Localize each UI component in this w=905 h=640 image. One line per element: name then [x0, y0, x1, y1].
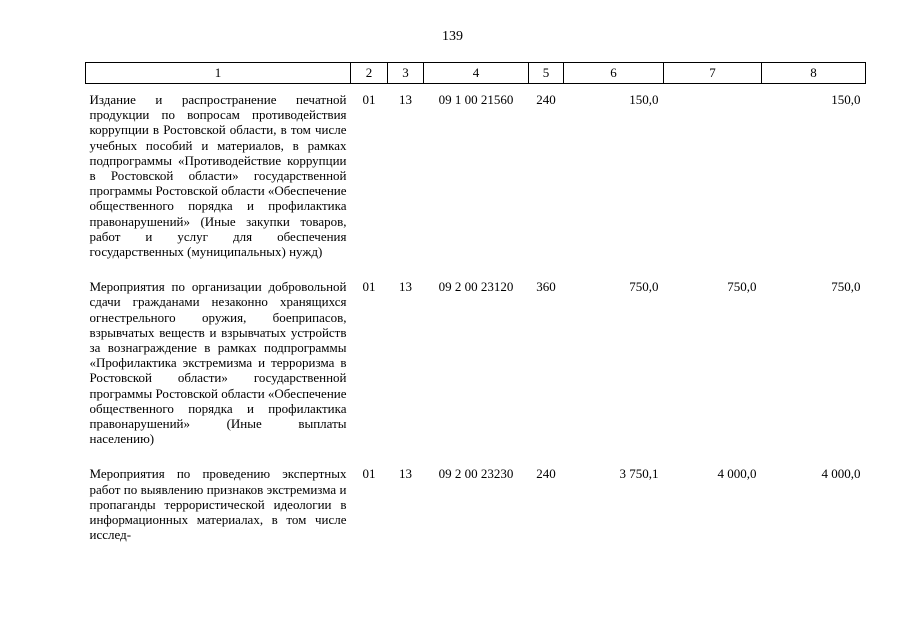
row-col-5: 360 [536, 279, 556, 295]
table-row [86, 271, 866, 458]
row-col-3: 13 [399, 92, 412, 107]
row-description: Мероприятия по организации добровольной сдачи гражданами незаконно хранящихся огнестрельного оружия, боеприпасов, взрывчатых веществ и взрывчатых устройств за вознаграждение в рамках подпрограммы «Профилактика экстремизма и терроризма в Ростовской области» государственной программы Ростовской области «Обеспечение общественного порядка и профилактика правонарушений» (Иные выплаты населению) [89, 279, 347, 447]
row-description: Издание и распространение печатной продукции по вопросам противодействия коррупции в Ростовской области, в том числе учебных пособий и материалов, в рамках подпрограммы «Противодействие коррупции в Ростовской области» государственной программы Ростовской области «Обеспечение общественного порядка и профилактика правонарушений» (Иные закупки товаров, работ и услуг для обеспечения государственных (муниципальных) нужд) [89, 92, 347, 260]
table-header-row [86, 63, 866, 84]
row-col-2: 01 [362, 279, 376, 295]
table-row [86, 84, 866, 272]
page-number: 139 [442, 29, 463, 44]
column-header-6: 6 [564, 63, 664, 84]
row-col-7: 4 000,0 [717, 466, 757, 482]
row-col-3: 13 [399, 466, 412, 482]
budget-table [85, 62, 866, 554]
row-col-7 [664, 84, 762, 272]
row-col-6: 150,0 [629, 92, 659, 107]
row-col-3: 13 [399, 279, 412, 295]
row-col-8: 750,0 [831, 279, 861, 295]
row-col-2: 01 [362, 466, 376, 482]
row-col-8: 150,0 [831, 92, 861, 107]
column-header-4: 4 [424, 63, 529, 84]
row-col-6: 3 750,1 [619, 466, 659, 482]
column-header-8: 8 [762, 63, 866, 84]
row-col-6: 750,0 [629, 279, 659, 295]
row-col-5: 240 [536, 92, 556, 107]
row-col-7: 750,0 [727, 279, 757, 295]
row-col-4: 09 1 00 21560 [438, 92, 514, 107]
column-header-1: 1 [86, 63, 351, 84]
column-header-3: 3 [388, 63, 424, 84]
row-col-2: 01 [362, 92, 376, 107]
row-description: Мероприятия по проведению экспертных работ по выявлению признаков экстремизма и пропаганды террористической идеологии в информационных материалах, в том числе исслед- [89, 466, 347, 543]
column-header-5: 5 [529, 63, 564, 84]
row-col-4: 09 2 00 23120 [438, 279, 514, 295]
column-header-7: 7 [664, 63, 762, 84]
row-col-5: 240 [536, 466, 556, 482]
row-col-8: 4 000,0 [821, 466, 861, 482]
row-col-4: 09 2 00 23230 [438, 466, 514, 482]
column-header-2: 2 [351, 63, 388, 84]
table-row [86, 458, 866, 554]
